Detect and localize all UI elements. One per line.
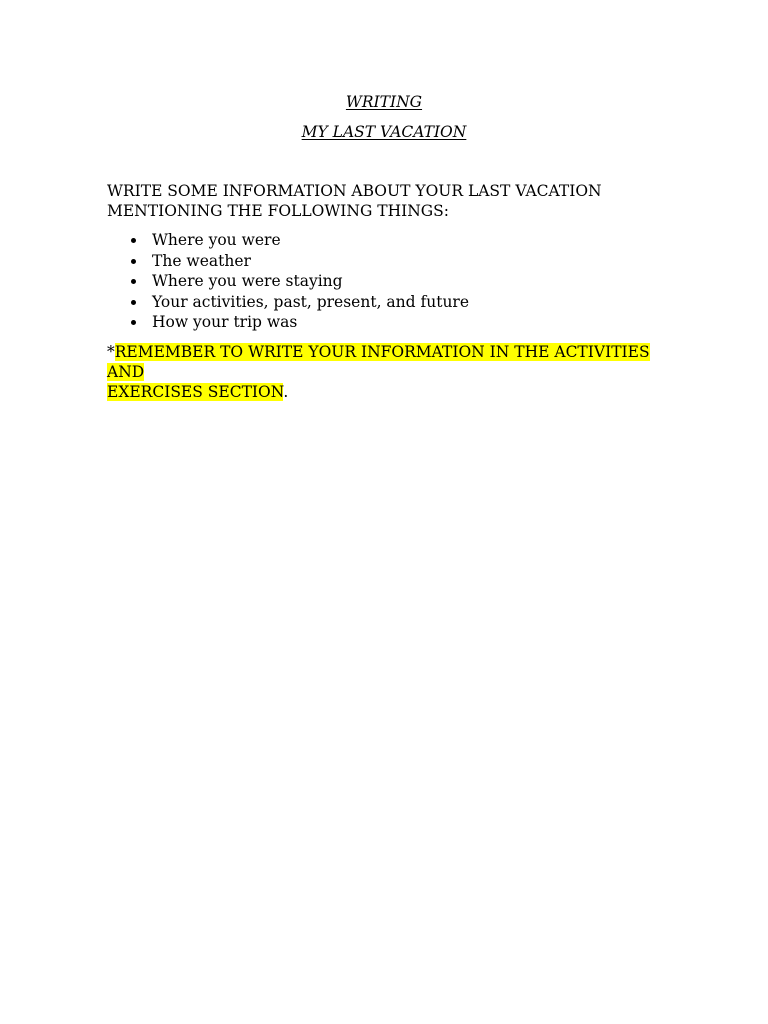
list-item-text: Where you were	[152, 231, 281, 249]
bullet-icon	[131, 320, 136, 325]
bullet-icon	[131, 238, 136, 243]
reminder-period: .	[283, 383, 289, 401]
list-item	[107, 230, 667, 251]
instructions-line-1: WRITE SOME INFORMATION ABOUT YOUR LAST VACATION	[107, 182, 602, 200]
document-title: WRITING	[345, 93, 423, 111]
list-item	[107, 251, 667, 272]
list-item	[107, 292, 667, 313]
reminder-highlight-2: EXERCISES SECTION	[107, 383, 284, 401]
list-item	[107, 271, 667, 292]
instructions-paragraph	[107, 181, 667, 221]
list-item-text: The weather	[152, 251, 251, 270]
topics-list	[107, 230, 667, 333]
instructions-line-2: MENTIONING THE FOLLOWING THINGS:	[107, 202, 450, 220]
bullet-icon	[131, 300, 136, 305]
list-item-text: Your activities, past, present, and future	[152, 292, 470, 311]
reminder-asterisk: *	[107, 343, 115, 361]
bullet-icon	[131, 279, 136, 284]
reminder-highlight-1: REMEMBER TO WRITE YOUR INFORMATION IN THE ACTIVITIES AND	[107, 343, 650, 381]
bullet-icon	[131, 259, 136, 264]
reminder-line-1	[107, 342, 667, 382]
list-item	[107, 312, 667, 333]
list-item-text: How your trip was	[152, 313, 298, 332]
list-item-text: Where you were staying	[152, 272, 343, 291]
document-subtitle: MY LAST VACATION	[301, 123, 467, 141]
reminder-note	[107, 342, 667, 402]
reminder-line-2	[107, 382, 667, 402]
